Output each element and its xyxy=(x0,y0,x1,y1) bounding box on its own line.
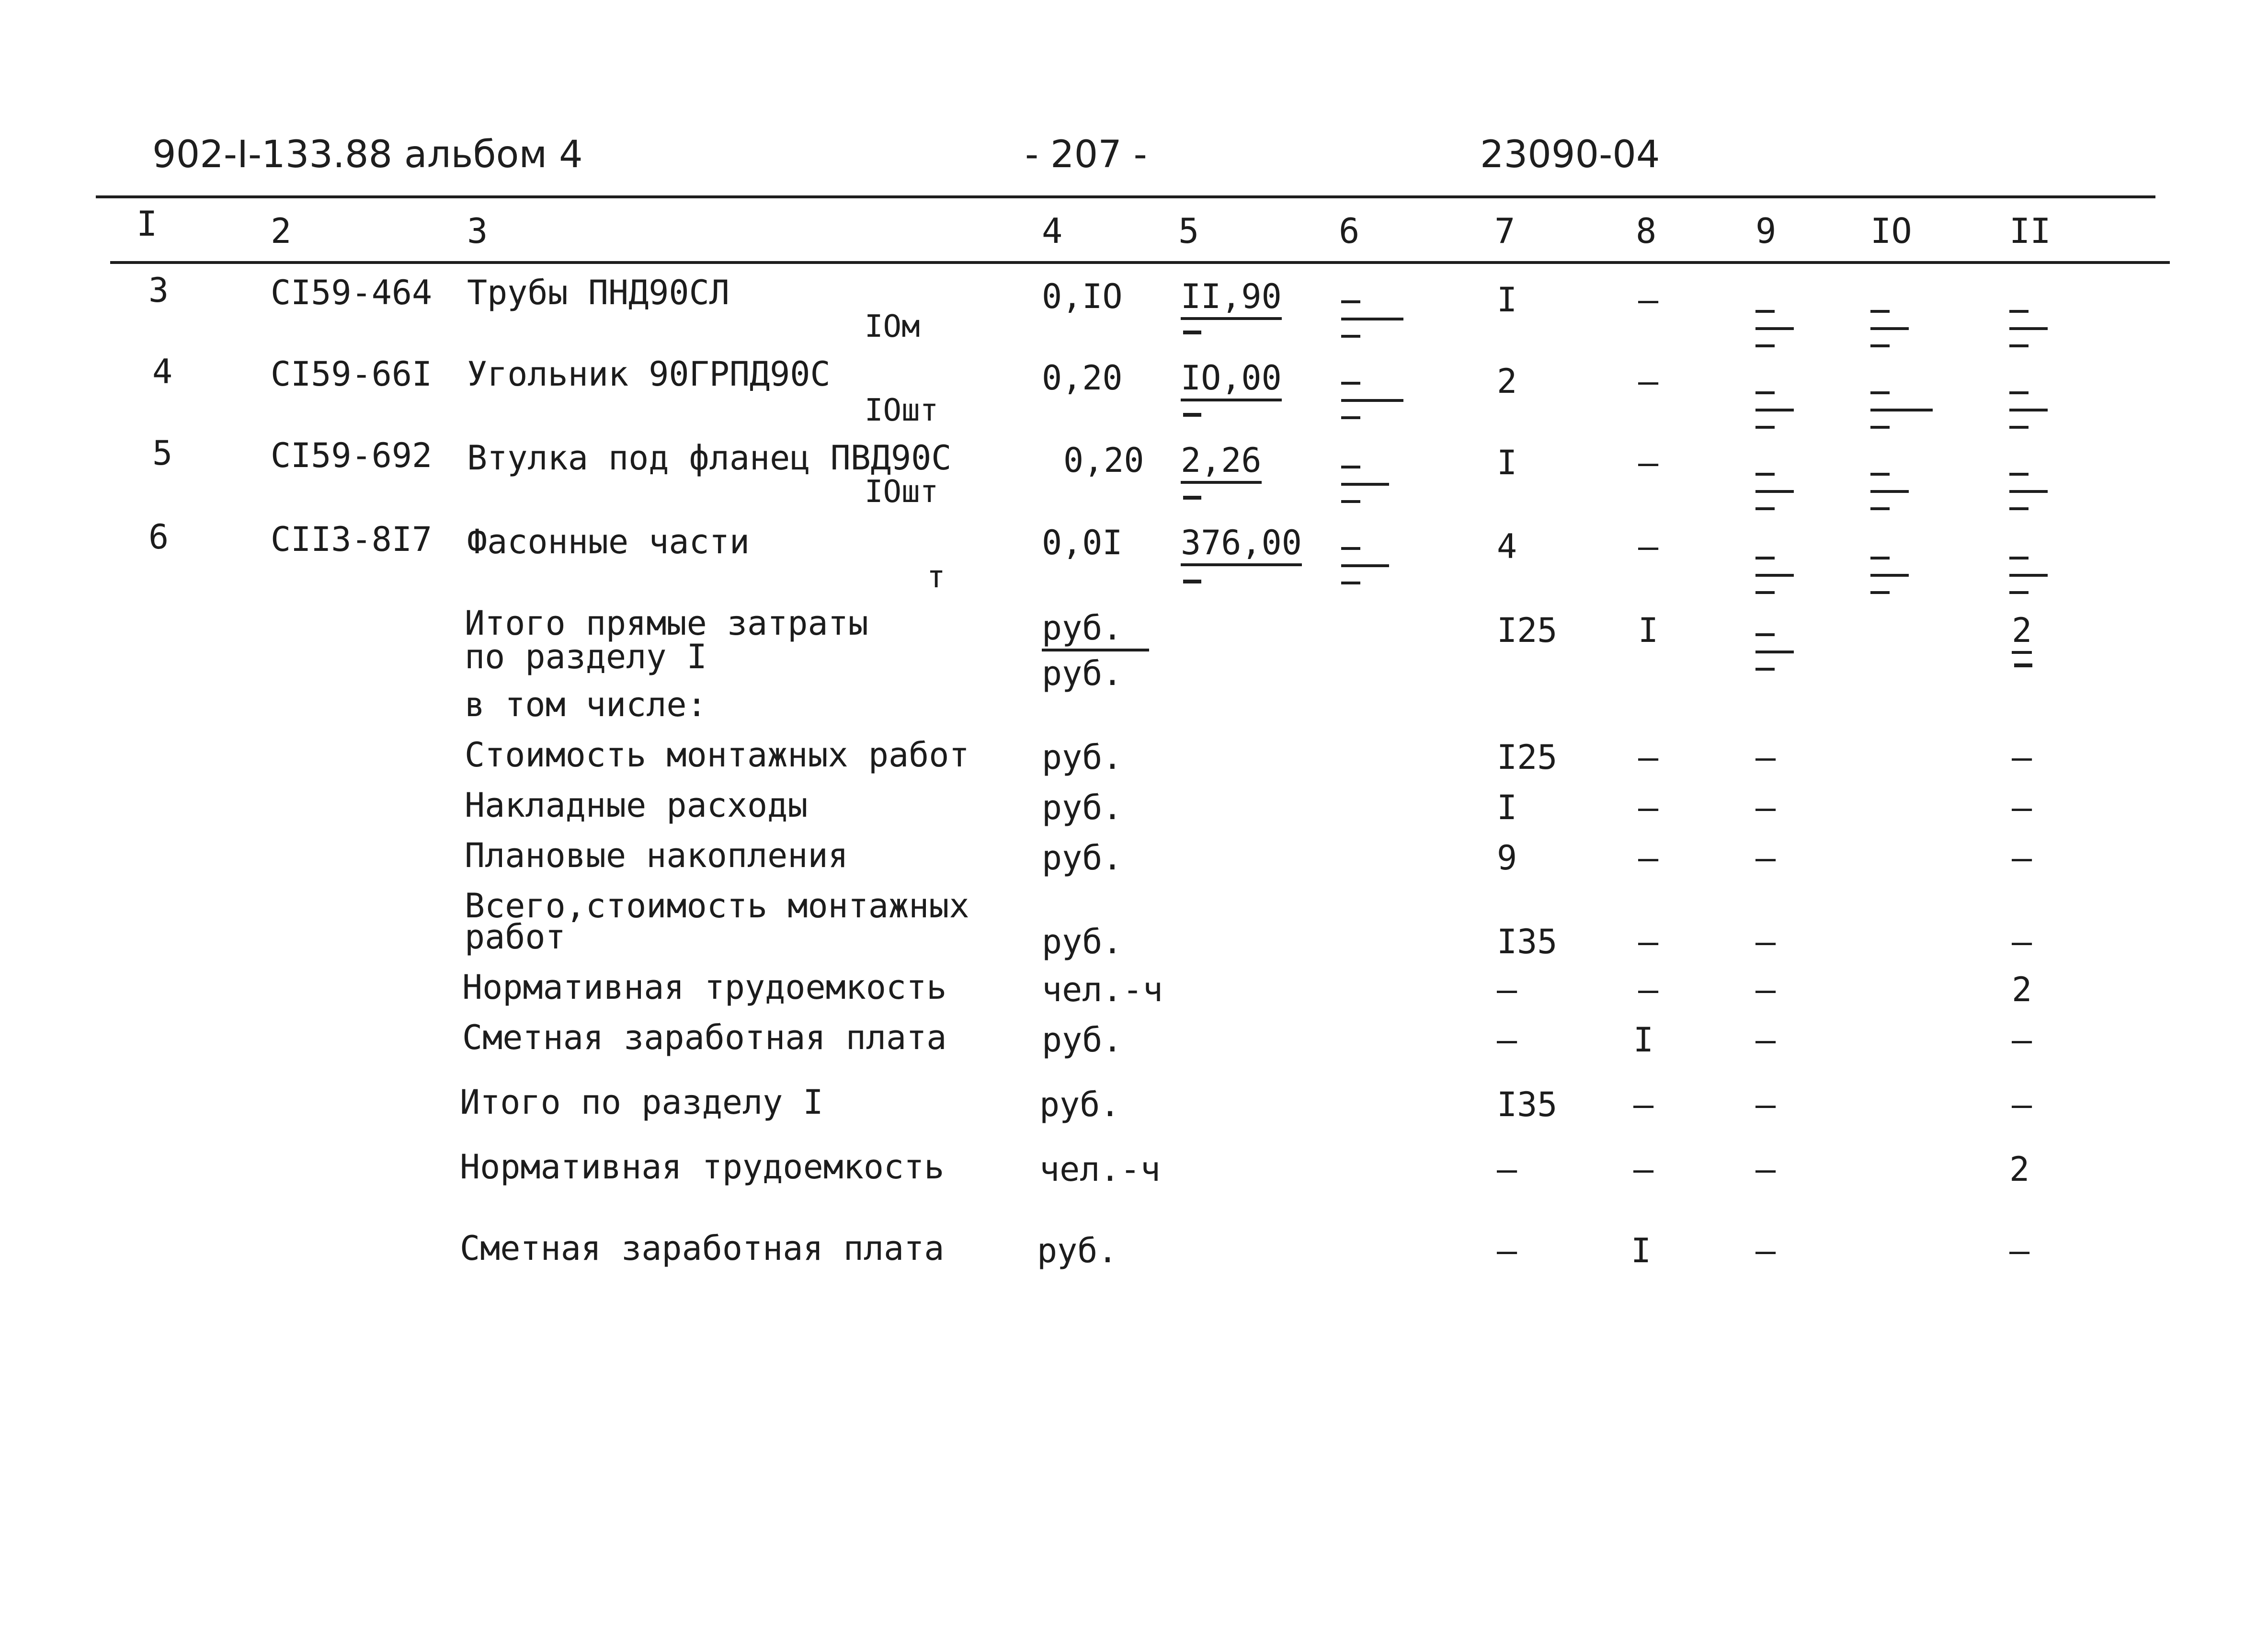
price-dash xyxy=(1183,580,1201,583)
item-price: II,90 xyxy=(1181,277,1282,320)
summary-col7: – xyxy=(1497,1020,1517,1060)
summary-col8: – xyxy=(1638,788,1659,827)
summary-unit: руб. xyxy=(1042,1020,1123,1060)
col11-dash xyxy=(2014,663,2032,667)
item-quantity: 0,IO xyxy=(1042,277,1123,316)
fraction-mark xyxy=(1755,381,1818,443)
summary-unit: руб. xyxy=(1042,788,1123,827)
column-header-rule xyxy=(110,261,2170,264)
summary-col7: I35 xyxy=(1497,922,1558,961)
summary-name: Стоимость монтажных работ xyxy=(465,735,969,775)
item-unit: IOшт xyxy=(865,393,939,428)
direct-costs-col7: I25 xyxy=(1497,611,1558,650)
column-number-1: I xyxy=(137,204,158,244)
summary-col7: I25 xyxy=(1497,738,1558,777)
summary-col11: – xyxy=(2012,1020,2032,1060)
fraction-mark xyxy=(2009,299,2072,362)
item-col7: 4 xyxy=(1497,527,1517,566)
direct-costs-col11: 2 xyxy=(2012,611,2032,654)
fraction-mark xyxy=(1341,290,1403,352)
summary-col8: I xyxy=(1633,1020,1654,1060)
item-name: Фасонные части xyxy=(467,522,750,561)
price-dash xyxy=(1183,413,1201,417)
item-quantity: 0,0I xyxy=(1042,523,1123,562)
price-dash xyxy=(1183,331,1201,334)
document-code: 23090-04 xyxy=(1480,133,1660,176)
summary-col8: – xyxy=(1638,922,1659,961)
column-number-10: IO xyxy=(1870,211,1912,251)
item-code: CI59-464 xyxy=(271,273,433,312)
totals-col11: – xyxy=(2012,1085,2032,1124)
including-label: в том числе: xyxy=(465,685,707,724)
summary-col9: – xyxy=(1755,788,1776,827)
item-col8: – xyxy=(1638,443,1659,482)
summary-col9: – xyxy=(1755,970,1776,1009)
totals-col9: – xyxy=(1755,1085,1776,1124)
summary-col11: 2 xyxy=(2012,970,2032,1009)
item-col7: I xyxy=(1497,443,1517,482)
item-col8: – xyxy=(1638,527,1659,566)
summary-name: Плановые накопления xyxy=(465,836,848,875)
summary-col7: 9 xyxy=(1497,838,1517,878)
direct-costs-unit-2: руб. xyxy=(1042,654,1123,693)
summary-name-2: работ xyxy=(465,917,566,957)
totals-unit: руб. xyxy=(1037,1231,1118,1270)
totals-name: Итого по разделу I xyxy=(460,1083,823,1122)
item-col7: 2 xyxy=(1497,362,1517,401)
item-code: CII3-8I7 xyxy=(271,520,433,559)
summary-unit: чел.-ч xyxy=(1042,970,1163,1009)
totals-col8: – xyxy=(1633,1085,1654,1124)
album-reference: 902-I-133.88 альбом 4 xyxy=(152,133,583,176)
column-number-6: 6 xyxy=(1339,211,1360,251)
summary-col11: – xyxy=(2012,788,2032,827)
fraction-mark xyxy=(2009,462,2072,525)
fraction-mark xyxy=(1755,299,1818,362)
direct-costs-col8: I xyxy=(1638,611,1659,650)
fraction-mark xyxy=(2009,381,2072,443)
item-code: CI59-692 xyxy=(271,436,433,475)
header-rule xyxy=(96,195,2155,198)
totals-col11: – xyxy=(2009,1231,2030,1270)
fraction-mark xyxy=(1341,371,1403,434)
item-number: 6 xyxy=(148,517,169,557)
column-number-8: 8 xyxy=(1636,211,1657,251)
summary-col9: – xyxy=(1755,738,1776,777)
item-unit: IOм xyxy=(865,309,920,344)
page-number: - 207 - xyxy=(1025,133,1147,176)
column-number-7: 7 xyxy=(1494,211,1516,251)
totals-col7: – xyxy=(1497,1231,1517,1270)
summary-name: Всего,стоимость монтажных xyxy=(465,886,969,925)
summary-unit: руб. xyxy=(1042,922,1123,961)
fraction-mark xyxy=(1870,299,1933,362)
fraction-mark xyxy=(1755,462,1818,525)
column-number-2: 2 xyxy=(271,211,292,251)
summary-col9: – xyxy=(1755,1020,1776,1060)
item-name: Угольник 90ГРПД90С xyxy=(467,354,831,394)
column-number-11: II xyxy=(2009,211,2051,251)
totals-col7: I35 xyxy=(1497,1085,1558,1124)
item-name: Втулка под фланец ПВД90С xyxy=(467,438,952,478)
price-dash xyxy=(1183,496,1201,500)
item-unit: т xyxy=(927,560,946,595)
direct-costs-unit: руб. xyxy=(1042,608,1149,651)
summary-name: Сметная заработная плата xyxy=(462,1018,947,1057)
item-col8: – xyxy=(1638,280,1659,320)
item-code: CI59-66I xyxy=(271,354,433,394)
fraction-mark xyxy=(1870,546,1933,608)
column-number-9: 9 xyxy=(1755,211,1777,251)
column-number-3: 3 xyxy=(467,211,488,251)
item-price: 376,00 xyxy=(1181,523,1302,566)
totals-col11: 2 xyxy=(2009,1150,2030,1189)
totals-col8: I xyxy=(1631,1231,1652,1270)
fraction-mark xyxy=(1755,546,1818,608)
item-number: 4 xyxy=(152,352,173,391)
totals-name: Нормативная трудоемкость xyxy=(460,1147,945,1187)
direct-costs-label-2: по разделу I xyxy=(465,637,707,676)
totals-col9: – xyxy=(1755,1150,1776,1189)
summary-name: Нормативная трудоемкость xyxy=(462,968,947,1007)
fraction-mark xyxy=(1755,623,1818,685)
summary-unit: руб. xyxy=(1042,838,1123,878)
summary-col11: – xyxy=(2012,922,2032,961)
summary-col9: – xyxy=(1755,922,1776,961)
summary-col11: – xyxy=(2012,738,2032,777)
summary-col8: – xyxy=(1638,838,1659,878)
summary-name: Накладные расходы xyxy=(465,786,808,825)
item-price: IO,00 xyxy=(1181,358,1282,401)
item-quantity: 0,20 xyxy=(1042,358,1123,398)
totals-col8: – xyxy=(1633,1150,1654,1189)
totals-col9: – xyxy=(1755,1231,1776,1270)
totals-unit: чел.-ч xyxy=(1039,1150,1161,1189)
column-number-5: 5 xyxy=(1178,211,1199,251)
item-unit: IOшт xyxy=(865,474,939,510)
summary-col7: – xyxy=(1497,970,1517,1009)
summary-unit: руб. xyxy=(1042,738,1123,777)
totals-name: Сметная заработная плата xyxy=(460,1229,945,1268)
fraction-mark xyxy=(2009,546,2072,608)
fraction-mark xyxy=(1341,537,1403,599)
direct-costs-label: Итого прямые затраты xyxy=(465,604,868,643)
fraction-mark xyxy=(1870,381,1933,443)
item-number: 3 xyxy=(148,271,169,310)
item-quantity: 0,20 xyxy=(1063,441,1144,480)
column-number-4: 4 xyxy=(1042,211,1063,251)
totals-unit: руб. xyxy=(1039,1085,1120,1124)
fraction-mark xyxy=(1870,462,1933,525)
fraction-mark xyxy=(1341,455,1403,517)
item-price: 2,26 xyxy=(1181,441,1262,484)
totals-col7: – xyxy=(1497,1150,1517,1189)
item-col7: I xyxy=(1497,280,1517,320)
summary-col7: I xyxy=(1497,788,1517,827)
item-name: Трубы ПНД90СЛ xyxy=(467,273,729,312)
item-col8: – xyxy=(1638,362,1659,401)
summary-col8: – xyxy=(1638,738,1659,777)
item-number: 5 xyxy=(152,434,173,473)
summary-col11: – xyxy=(2012,838,2032,878)
summary-col8: – xyxy=(1638,970,1659,1009)
summary-col9: – xyxy=(1755,838,1776,878)
